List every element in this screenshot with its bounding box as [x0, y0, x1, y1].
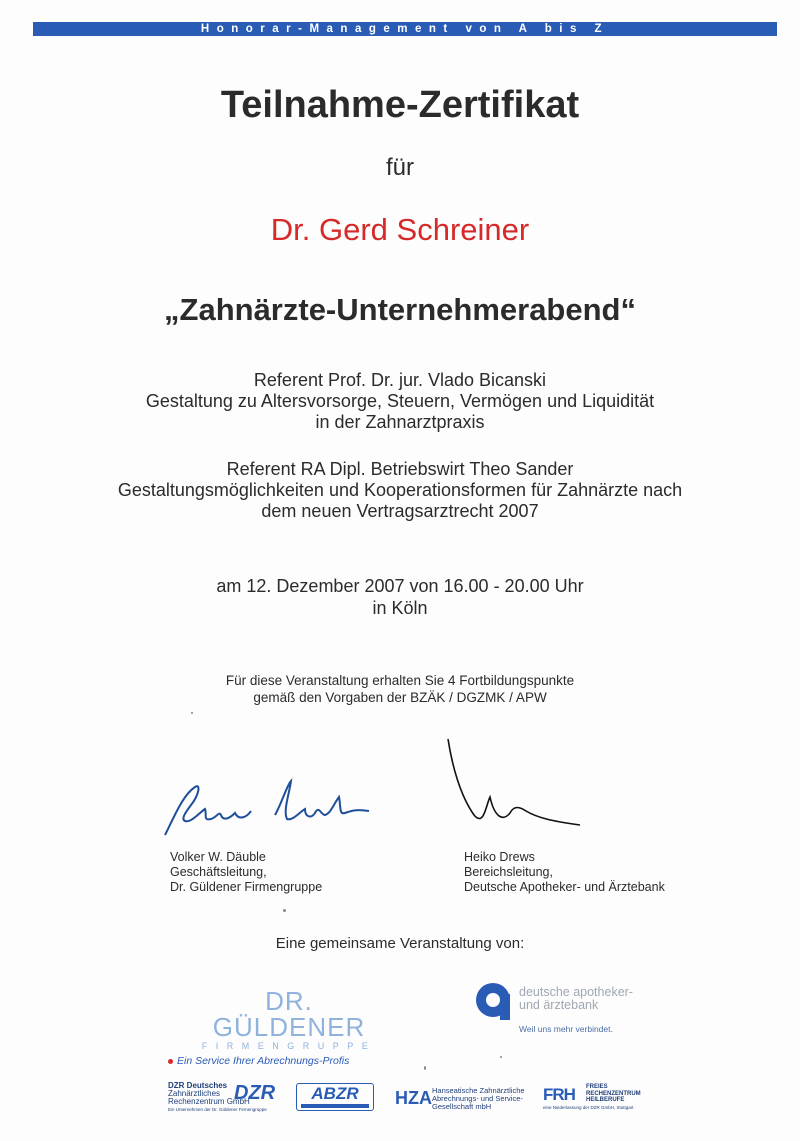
event-title: „Zahnärzte-Unternehmerabend“	[164, 292, 636, 327]
signer-2-name: Heiko Drews	[464, 850, 535, 864]
speaker-1-topic: Gestaltung zu Altersvorsorge, Steuern, Vermögen und Liquidität	[145, 391, 655, 411]
frh-line2: RECHENZENTRUM	[586, 1090, 641, 1097]
joint-event-label: Eine gemeinsame Veranstaltung von:	[275, 935, 525, 952]
header-banner: Honorar-Management von A bis Z	[33, 22, 777, 36]
scan-speck	[191, 712, 193, 714]
abzr-bar	[301, 1104, 369, 1108]
dzr-line3: Rechenzentrum GmbH	[168, 1097, 250, 1106]
event-location: in Köln	[372, 598, 428, 618]
hza-line1: Hanseatische Zahnärztliche	[432, 1086, 525, 1095]
apobank-name-line2: und ärztebank	[519, 998, 599, 1012]
signer-2-role: Bereichsleitung,	[464, 865, 553, 879]
frh-line3: HEILBERUFE	[586, 1097, 625, 1103]
signer-1	[170, 850, 322, 895]
speaker-block-1	[0, 370, 800, 433]
apobank-name	[519, 986, 633, 1012]
frh-logo-text	[586, 1084, 641, 1104]
dzr-mark: DZR	[234, 1082, 276, 1104]
apobank-name-line1: deutsche apotheker-	[519, 985, 633, 999]
frh-line4: eine Niederlassung der DZR GmbH, Stuttgart	[543, 1105, 634, 1110]
recipient-name: Dr. Gerd Schreiner	[270, 212, 530, 247]
speaker-2-name: Referent RA Dipl. Betriebswirt Theo Sander	[226, 459, 574, 479]
frh-line1: FREIES	[586, 1084, 608, 1090]
event-date-time: am 12. Dezember 2007 von 16.00 - 20.00 Uhr	[216, 576, 584, 596]
speaker-2-topic: Gestaltungsmöglichkeiten und Kooperationsformen für Zahnärzte nach	[117, 480, 683, 500]
signer-2	[464, 850, 665, 895]
signer-2-org: Deutsche Apotheker- und Ärztebank	[464, 880, 665, 894]
signer-1-role: Geschäftsleitung,	[170, 865, 267, 879]
hza-logo-text	[432, 1087, 525, 1111]
service-tagline	[168, 1055, 349, 1067]
dzr-line1: DZR Deutsches	[168, 1081, 228, 1090]
speaker-1-name: Referent Prof. Dr. jur. Vlado Bicanski	[253, 370, 547, 390]
bullet-dot-icon	[168, 1059, 173, 1064]
signer-1-org: Dr. Güldener Firmengruppe	[170, 880, 323, 894]
training-points	[0, 672, 800, 706]
dzr-line2: Zahnärztliches	[168, 1089, 221, 1098]
abzr-mark: ABZR	[311, 1084, 359, 1103]
signature-drews	[440, 735, 590, 835]
for-label: für	[385, 154, 414, 181]
dzr-line4: Ein Unternehmen der Dr. Güldener Firmengruppe	[168, 1107, 267, 1112]
speaker-2-topic-cont: dem neuen Vertragsarztrecht 2007	[261, 501, 539, 521]
hza-line2: Abrechnungs- und Service-	[432, 1094, 523, 1103]
abzr-logo	[296, 1083, 374, 1111]
service-tagline-text: Ein Service Ihrer Abrechnungs-Profis	[177, 1055, 350, 1067]
frh-mark: FRH	[543, 1085, 575, 1104]
scan-speck	[500, 1056, 502, 1058]
apobank-icon	[475, 980, 515, 1024]
gueldener-logo-sub: FIRMENGRUPPE	[201, 1041, 377, 1051]
training-points-line2: gemäß den Vorgaben der BZÄK / DGZMK / APW	[253, 690, 547, 705]
hza-line3: Gesellschaft mbH	[432, 1102, 492, 1111]
hza-mark: HZA	[395, 1088, 432, 1108]
speaker-1-topic-cont: in der Zahnarztpraxis	[315, 412, 485, 432]
scan-speck	[283, 909, 286, 912]
signer-1-name: Volker W. Däuble	[170, 850, 266, 864]
certificate-title: Teilnahme-Zertifikat	[220, 84, 580, 126]
speaker-block-2	[0, 459, 800, 522]
event-date	[0, 575, 800, 619]
scan-speck	[424, 1066, 426, 1070]
apobank-logo	[475, 980, 675, 1036]
training-points-line1: Für diese Veranstaltung erhalten Sie 4 Fortbildungspunkte	[225, 673, 575, 688]
gueldener-logo-name: DR. GÜLDENER	[212, 986, 366, 1042]
gueldener-logo	[199, 988, 379, 1052]
signature-daeuble	[155, 775, 385, 845]
apobank-slogan: Weil uns mehr verbindet.	[519, 1024, 613, 1034]
